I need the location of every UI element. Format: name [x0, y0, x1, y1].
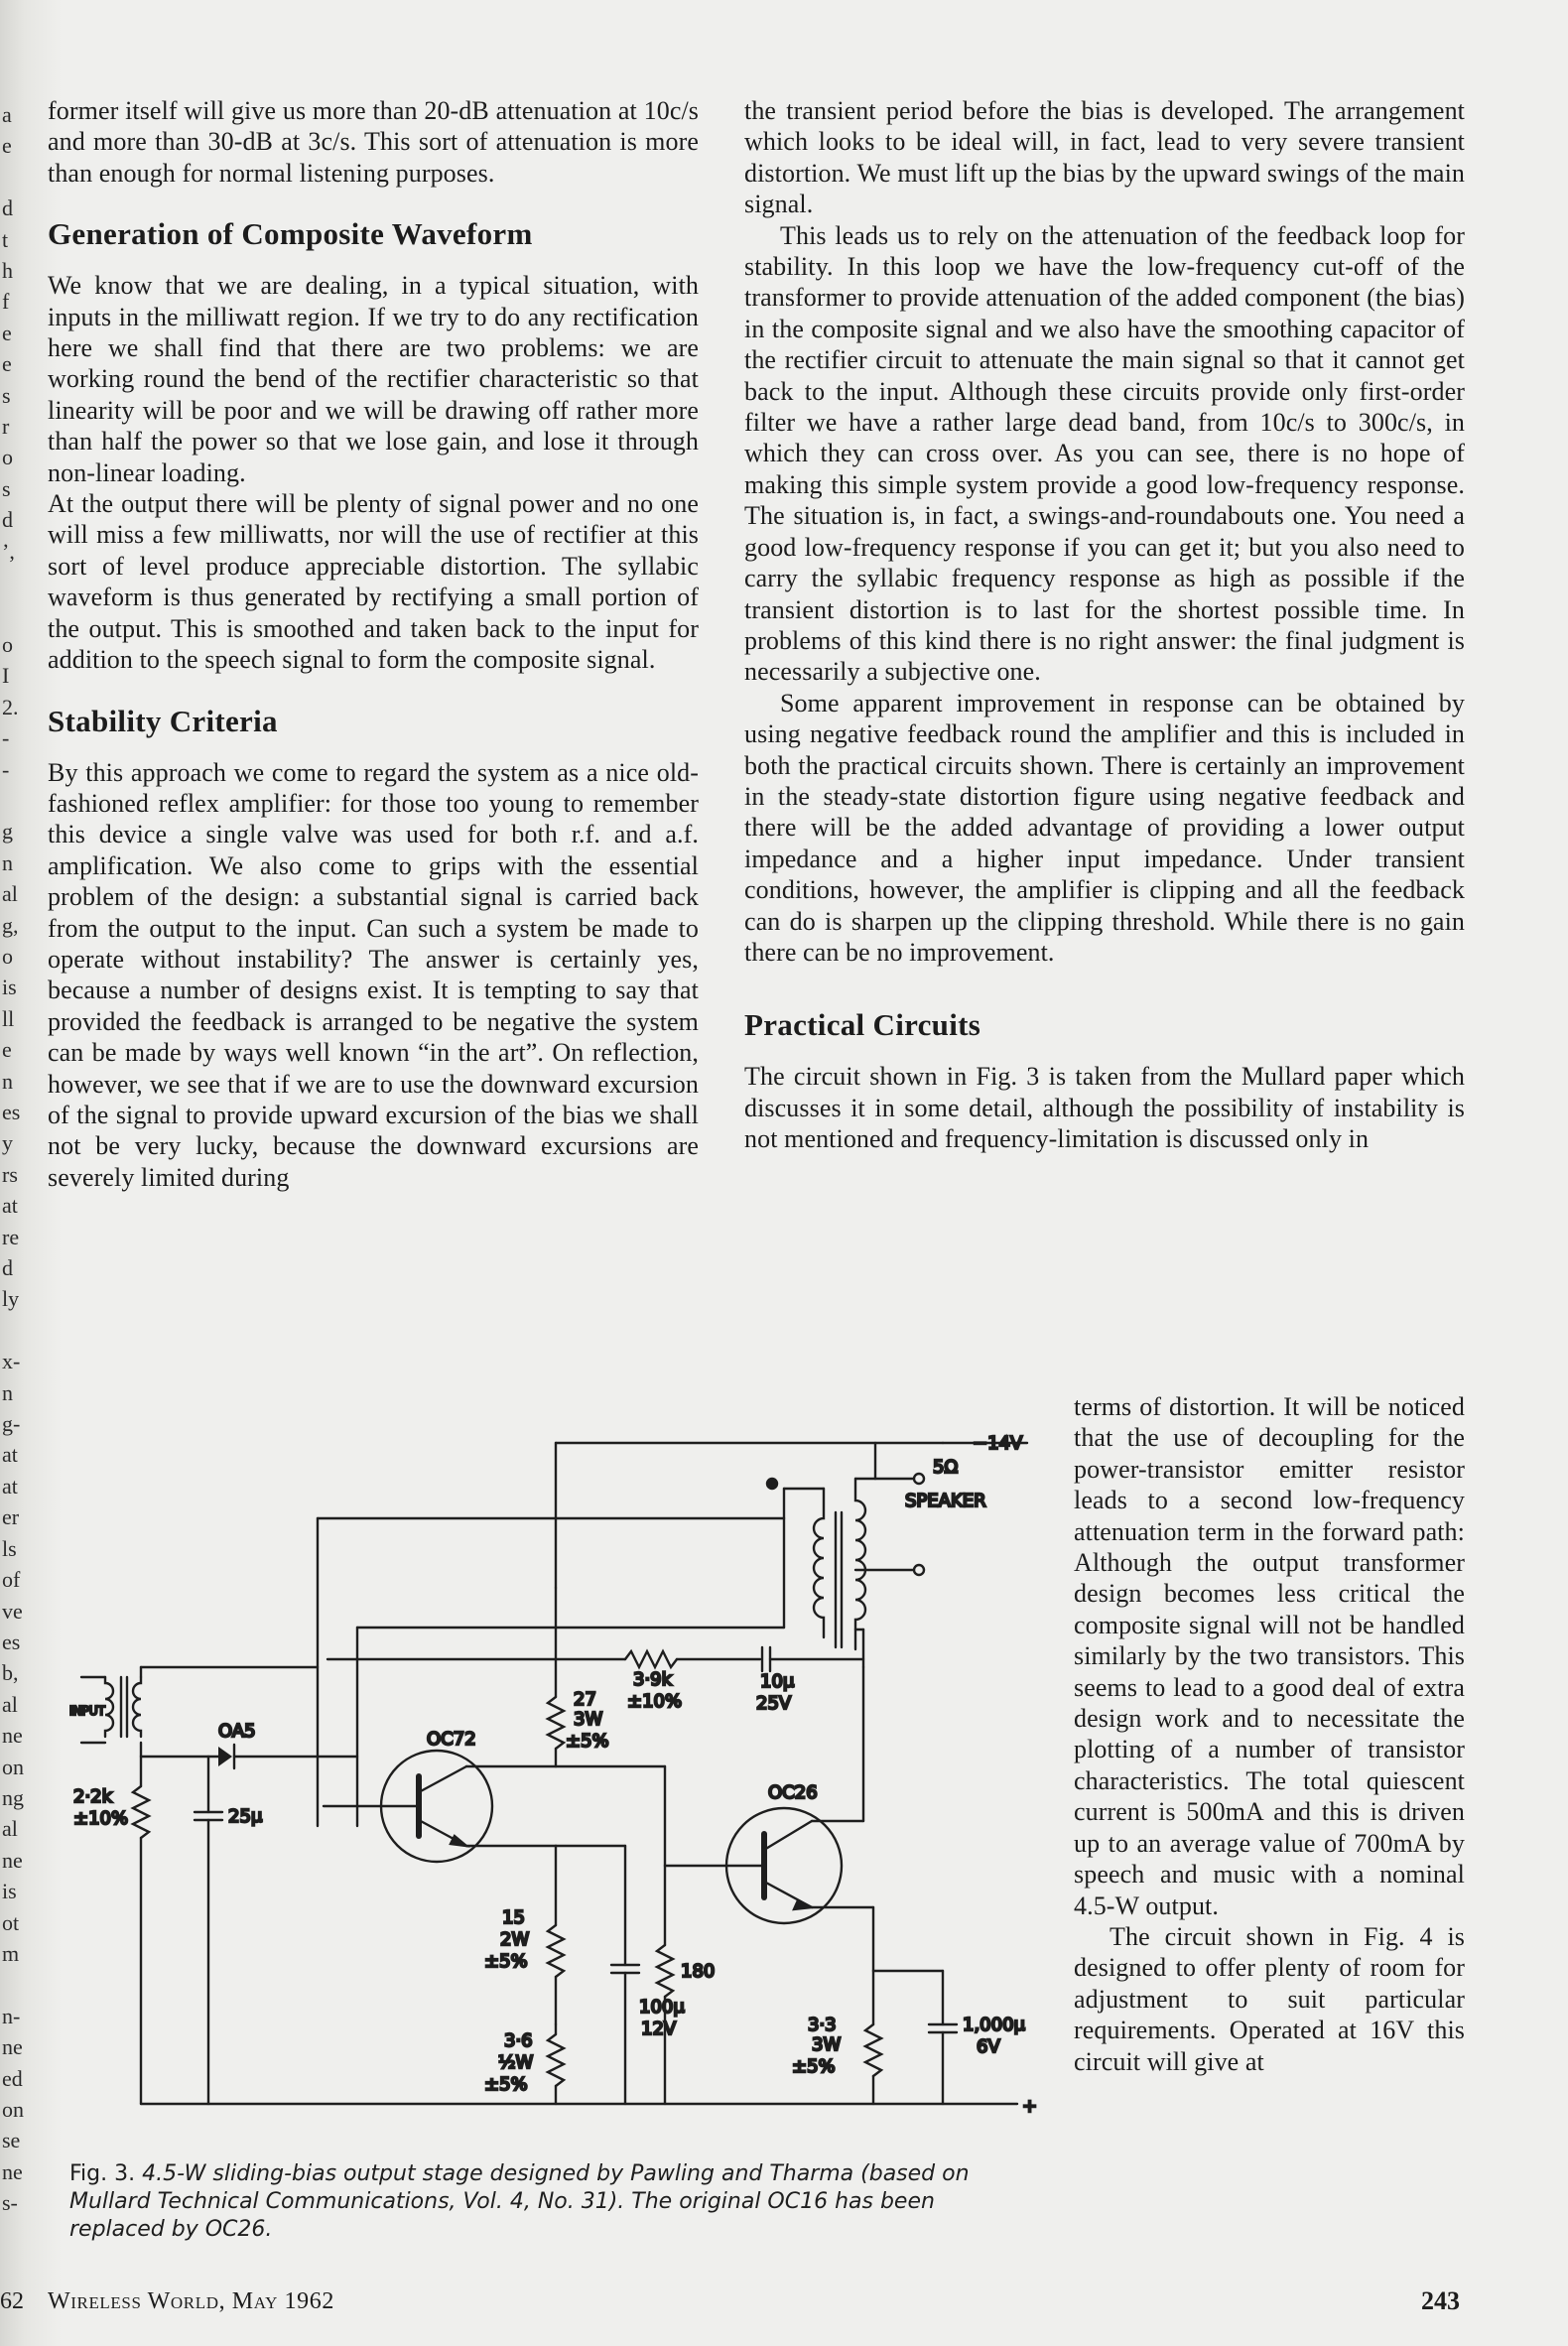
edge-letter: n	[2, 1068, 13, 1094]
edge-letter: on	[2, 2097, 24, 2122]
edge-letter: o	[2, 943, 13, 969]
paragraph: The circuit shown in Fig. 4 is designed to offer plenty of room for adjustment to suit particular requirements. Operated at 16V this circuit will give at	[1074, 1921, 1465, 2076]
edge-letter: ’,	[2, 538, 15, 564]
edge-letter: t	[2, 226, 9, 252]
r33-value: 3·3	[808, 2015, 837, 2035]
edge-letter	[2, 1315, 24, 1346]
diode-label: OA5	[218, 1721, 256, 1742]
edge-letter: n	[2, 1379, 13, 1405]
edge-letter: b,	[2, 1660, 19, 1686]
edge-letter: at	[2, 1193, 18, 1219]
edge-letter: n	[2, 849, 13, 875]
feedback-resistor-tolerance: ±10%	[627, 1691, 683, 1712]
paragraph: Some apparent improvement in response can be obtained by using negative feedback round the amplifier and this is included in both the practical circuits shown. There is certainly an improvement in the steady-state distortion figure using negative feedback and there will be the added advantage of providing a lower output impedance and a higher input impedance. Under transient conditions, however, the amplifier is clipping and all the feedback can do is sharpen up the clipping threshold. While there is no gain there can be no improvement.	[744, 688, 1465, 967]
capacitor-100u-value: 100μ	[639, 1997, 685, 2018]
page-number: 243	[1421, 2286, 1460, 2315]
edge-letter: d	[2, 1255, 13, 1281]
edge-letter: g,	[2, 912, 19, 938]
edge-letter: ne	[2, 2034, 23, 2060]
left-edge-page-number: 62	[0, 2288, 24, 2314]
capacitor-25u-label: 25μ	[228, 1806, 263, 1827]
edge-letter	[2, 1969, 24, 2000]
edge-letter: o	[2, 445, 13, 470]
capacitor-1000u-voltage: 6V	[977, 2036, 1000, 2057]
edge-letter: -	[2, 756, 10, 782]
edge-letter: n-	[2, 2003, 21, 2028]
edge-letter: ll	[2, 1005, 15, 1031]
paragraph: former itself will give us more than 20-dB attenuation at 10c/s and more than 30-dB at 3c/s. This sort of attenuation is more than enough for normal listening purposes.	[48, 96, 699, 188]
edge-letter: s	[2, 382, 11, 408]
circuit-schematic	[69, 1429, 1072, 2144]
speaker-label: SPEAKER	[905, 1491, 986, 1511]
edge-letter: on	[2, 1754, 24, 1779]
caption-figure-number: Fig. 3.	[69, 2161, 136, 2186]
edge-letter	[2, 598, 24, 629]
edge-letter: at	[2, 1442, 18, 1468]
paragraph: the transient period before the bias is developed. The arrangement which looks to be ideal will, in fact, lead to very severe transient distortion. We must lift up the bias by the upward swings of the main signal.	[744, 96, 1465, 219]
edge-letter: e	[2, 320, 12, 345]
r22-tolerance: ±10%	[73, 1808, 129, 1829]
edge-letter: er	[2, 1504, 20, 1530]
r33-tolerance: ±5%	[792, 2056, 836, 2077]
edge-letter: is	[2, 975, 17, 1000]
edge-letter: ls	[2, 1535, 17, 1561]
circuit-diagram-figure	[69, 1429, 1072, 2144]
edge-letter: g	[2, 819, 13, 845]
edge-letter: ve	[2, 1598, 23, 1624]
edge-letter: y	[2, 1130, 13, 1156]
supply-voltage-label: −14V	[973, 1433, 1023, 1454]
edge-letter: of	[2, 1567, 21, 1593]
paragraph: The circuit shown in Fig. 3 is taken from the Mullard paper which discusses it in some detail, although the possibility of instability is not mentioned and frequency-limitation is discussed only in	[744, 1062, 1465, 1154]
r33-wattage: 3W	[812, 2034, 842, 2055]
edge-letter: ly	[2, 1286, 20, 1312]
edge-letter	[2, 162, 24, 193]
feedback-capacitor-value: 10μ	[760, 1671, 795, 1692]
left-column	[48, 95, 699, 1193]
edge-letter: e	[2, 133, 12, 159]
figure-caption	[69, 2160, 1022, 2244]
r36-wattage: ½W	[498, 2052, 534, 2073]
r15-wattage: 2W	[500, 1929, 530, 1950]
r180-label: 180	[681, 1961, 716, 1982]
transistor-oc72-label: OC72	[427, 1729, 476, 1750]
wrap-column	[1074, 1391, 1465, 2077]
edge-letter: ne	[2, 2158, 23, 2184]
edge-letter	[2, 785, 24, 816]
edge-letter: a	[2, 102, 12, 127]
feedback-resistor-value: 3·9k	[633, 1669, 673, 1690]
r27-tolerance: ±5%	[566, 1731, 609, 1752]
paragraph: This leads us to rely on the attenuation of the feedback loop for stability. In this loop we have the low-frequency cut-off of the transformer to provide attenuation of the added component (the bias) in the composite signal and we also have the smoothing capacitor of the rectifier circuit to attenuate the main signal so that it cannot get back to the input. Although these circuits provide only first-order filter we have a rather large dead band, from 10c/s to 300c/s, in which they can cross over. As you can see, there is no hope of making this simple system provide a good low-frequency response. The situation is, in fact, a swings-and-roundabouts one. You need a good low-frequency response if you can get it; but you also need to carry the syllabic frequency response as high as possible if the transient distortion is to last for the shortest possible time. In problems of this kind there is no right answer: the final judgment is necessarily a subjective one.	[744, 220, 1465, 687]
edge-letter: e	[2, 1037, 12, 1063]
section-heading-stability: Stability Criteria	[48, 703, 278, 738]
r22-value: 2·2k	[73, 1786, 113, 1807]
transistor-oc26-label: OC26	[768, 1782, 818, 1803]
edge-letter: al	[2, 881, 18, 907]
edge-letter: al	[2, 1816, 18, 1842]
edge-letter: ne	[2, 1723, 23, 1749]
edge-letter: rs	[2, 1161, 18, 1187]
r27-value: 27	[574, 1689, 596, 1710]
speaker-impedance-label: 5Ω	[933, 1457, 959, 1478]
edge-letter: x-	[2, 1349, 21, 1374]
right-column	[744, 95, 1465, 1155]
feedback-capacitor-voltage: 25V	[756, 1693, 792, 1714]
edge-letter: r	[2, 414, 10, 440]
edge-letter: es	[2, 1100, 21, 1124]
r15-value: 15	[502, 1907, 525, 1928]
edge-letter: f	[2, 289, 10, 315]
r27-wattage: 3W	[574, 1709, 603, 1730]
edge-letter: I	[2, 663, 10, 689]
edge-letter: s	[2, 475, 11, 501]
edge-letter: es	[2, 1629, 21, 1654]
edge-letter: ne	[2, 1847, 23, 1873]
edge-letter	[2, 567, 24, 597]
edge-letter: s-	[2, 2190, 18, 2216]
edge-letter: e	[2, 351, 12, 377]
edge-letter: -	[2, 725, 10, 751]
input-label: INPUT	[69, 1704, 105, 1718]
edge-letter: at	[2, 1473, 18, 1499]
edge-letter: ng	[2, 1784, 24, 1810]
paragraph: By this approach we come to regard the system as a nice old-fashioned reflex amplifier: for those too young to remember this device a single valve was used for both r.f. and a.f. amplification. We also come to grips with the essential problem of the design: a substantial signal is carried back from the output to the input. Can such a system be made to operate without instability? The answer is certainly yes, because a number of designs exist. It is tempting to say that provided the feedback is arranged to be negative the system can be made by ways well known “in the art”. On reflection, however, we see that if we are to use the downward excursion of the signal to provide upward excursion of the bias we shall not be very lucky, because the downward excursions are severely limited during	[48, 757, 699, 1192]
positive-terminal-label: +	[1022, 2096, 1038, 2117]
paragraph: At the output there will be plenty of signal power and no one will miss a few milliwatts, nor will the use of rectifier at this sort of level produce appreciable distortion. The syllabic waveform is thus generated by rectifying a small portion of the output. This is smoothed and taken back to the input for addition to the speech signal to form the composite signal.	[48, 489, 699, 675]
edge-letter: d	[2, 196, 13, 221]
section-heading-practical: Practical Circuits	[744, 1007, 981, 1043]
edge-letter: g-	[2, 1411, 21, 1437]
edge-letter: se	[2, 2128, 21, 2153]
r15-tolerance: ±5%	[484, 1951, 528, 1972]
previous-page-edge-text	[2, 99, 24, 2219]
edge-letter: d	[2, 507, 13, 533]
paragraph: terms of distortion. It will be noticed that the use of decoupling for the power-transistor emitter resistor leads to a second low-frequency attenuation term in the forward path: Although the output transformer design becomes less critical the composite signal will not be handled similarly by the two transistors. This seems to lead to a good deal of extra design work and to necessitate the plotting of a number of transistor characteristics. The total quiescent current is 500mA and this is driven up to an average value of 700mA by speech and music with a nominal 4.5-W output.	[1074, 1392, 1465, 1920]
capacitor-100u-voltage: 12V	[641, 2019, 677, 2039]
running-footer: Wireless World, May 1962	[48, 2288, 334, 2314]
edge-letter: al	[2, 1691, 18, 1717]
edge-letter: is	[2, 1879, 17, 1904]
edge-letter: o	[2, 631, 13, 657]
edge-letter: re	[2, 1224, 20, 1249]
paragraph: We know that we are dealing, in a typical situation, with inputs in the milliwatt region. If we try to do any rectification here we shall find that there are two problems: we are working round the bend of the rectifier characteristic so that linearity will be poor and we will be drawing off rather more than half the power so that we lose gain, and lose it through non-linear loading.	[48, 271, 699, 487]
edge-letter: ed	[2, 2065, 23, 2091]
r36-tolerance: ±5%	[484, 2074, 528, 2095]
capacitor-1000u-value: 1,000μ	[963, 2015, 1025, 2035]
caption-text: 4.5-W sliding-bias output stage designed by Pawling and Tharma (based on Mullard Technical Communications, Vol. 4, No. 31). The original OC16 has been replaced by OC26.	[69, 2161, 970, 2242]
edge-letter: m	[2, 1940, 20, 1966]
edge-letter: ot	[2, 1909, 20, 1935]
edge-letter: 2.	[2, 694, 19, 719]
r36-value: 3·6	[504, 2030, 533, 2051]
edge-letter: h	[2, 258, 13, 284]
section-heading-generation: Generation of Composite Waveform	[48, 216, 533, 252]
